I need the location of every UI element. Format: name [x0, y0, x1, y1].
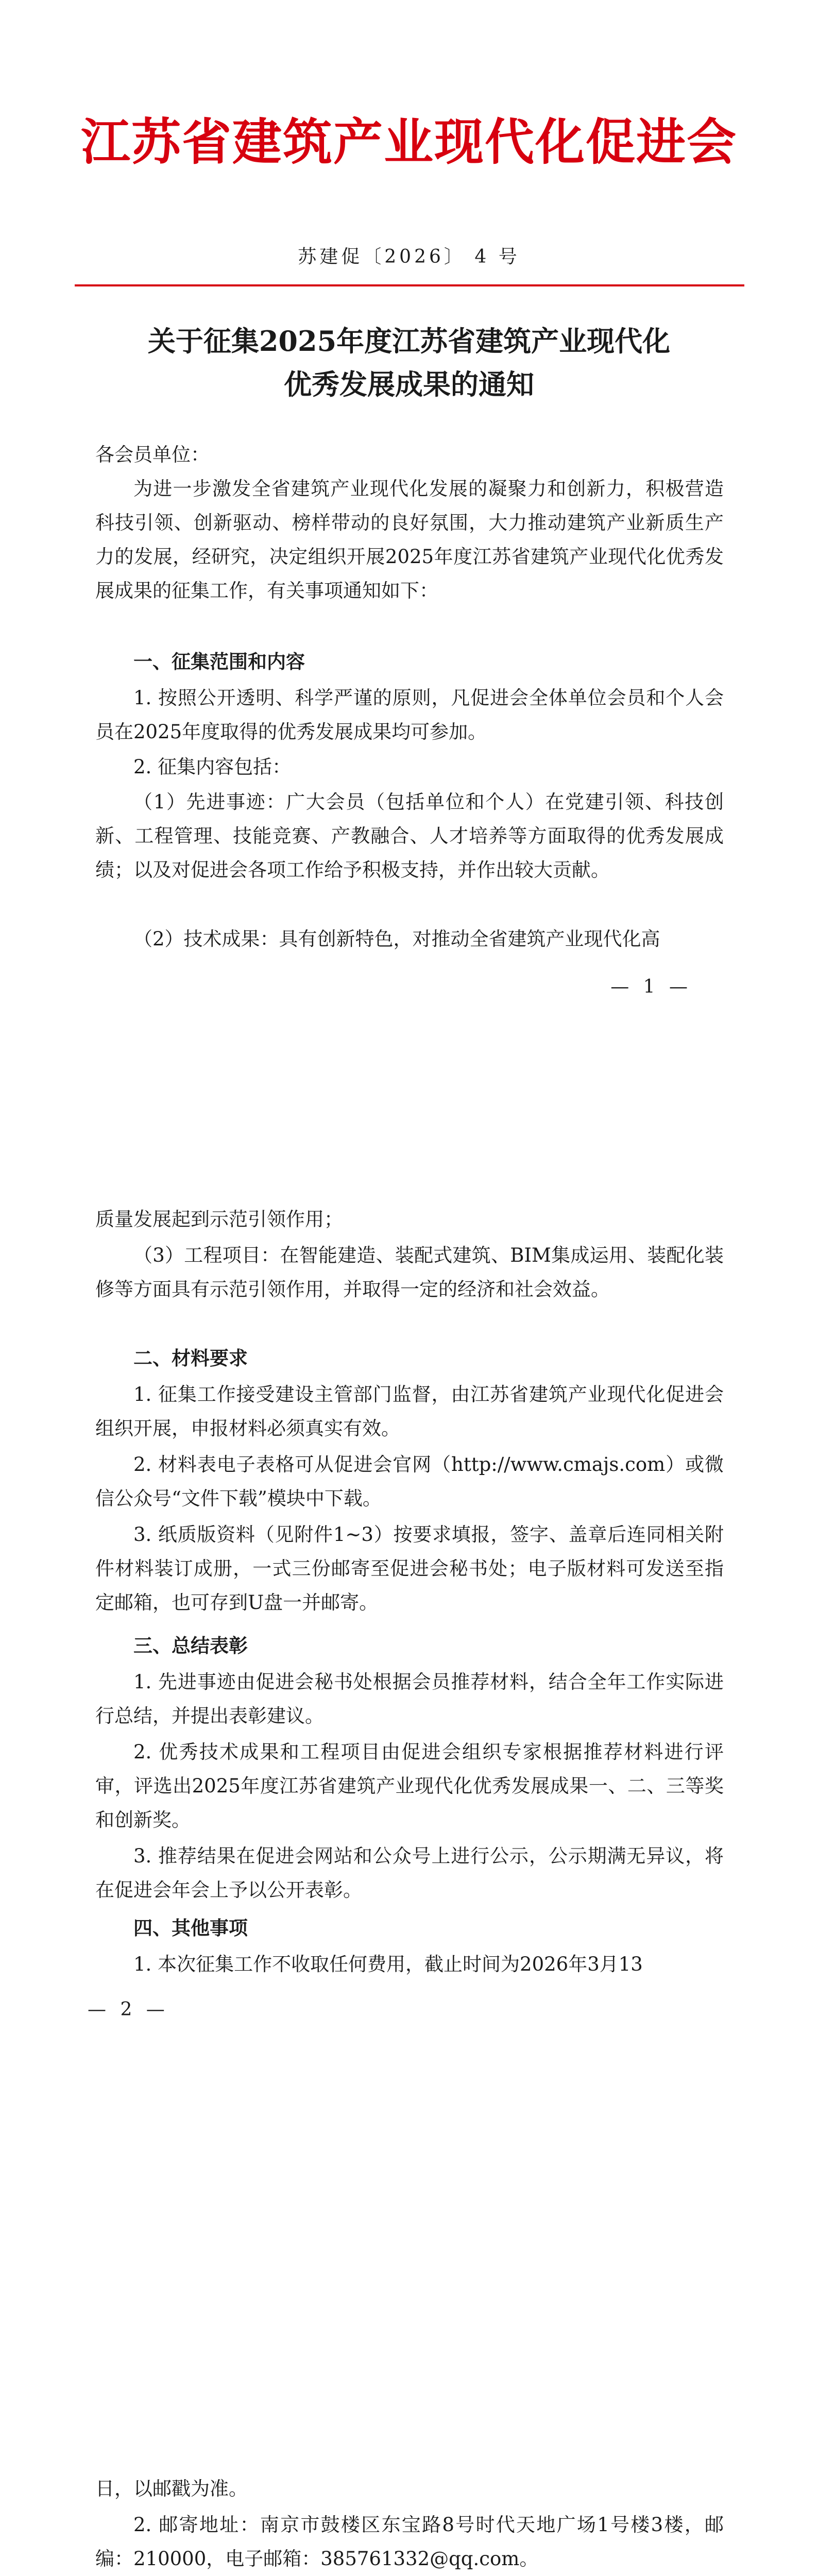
- red-divider: [75, 284, 744, 286]
- notice-title-line-2: 优秀发展成果的通知: [284, 368, 534, 401]
- notice-title: [0, 319, 818, 406]
- section-1-item-1: 1. 按照公开透明、科学严谨的原则，凡促进会全体单位会员和个人会员在2025年度取得的优秀发展成果均可参加。: [95, 687, 724, 743]
- section-1-item-2-2: （2）技术成果：具有创新特色，对推动全省建筑产业现代化高: [133, 928, 660, 950]
- section-4-heading: 四、其他事项: [133, 1917, 248, 1939]
- letterhead-title: 江苏省建筑产业现代化促进会: [81, 113, 737, 171]
- section-1-item-2-3: （3）工程项目：在智能建造、装配式建筑、BIM集成运用、装配化装修等方面具有示范引领作用，并取得一定的经济和社会效益。: [95, 1244, 724, 1300]
- page-3: [0, 2312, 818, 2576]
- page-1: [0, 0, 818, 1156]
- salutation: 各会员单位：: [95, 444, 210, 466]
- section-2-item-3: 3. 纸质版资料（见附件1~3）按要求填报，签字、盖章后连同相关附件材料装订成册，一式三份邮寄至促进会秘书处；电子版材料可发送至指定邮箱，也可存到U盘一并邮寄。: [95, 1523, 724, 1614]
- section-4-item-1: 1. 本次征集工作不收取任何费用，截止时间为2026年3月13: [133, 1953, 643, 1975]
- section-4-item-2: 2. 邮寄地址：南京市鼓楼区东宝路8号时代天地广场1号楼3楼，邮编：210000，电子邮箱：385761332@qq.com。: [95, 2514, 724, 2570]
- notice-title-line-1: 关于征集2025年度江苏省建筑产业现代化: [147, 325, 671, 358]
- intro-paragraph: 为进一步激发全省建筑产业现代化发展的凝聚力和创新力，积极营造科技引领、创新驱动、榜样带动的良好氛围，大力推动建筑产业新质生产力的发展，经研究，决定组织开展2025年度江苏省建筑产业现代化优秀发展成果的征集工作，有关事项通知如下：: [95, 478, 724, 602]
- continuation-text: 质量发展起到示范引领作用；: [95, 1208, 343, 1230]
- section-3-item-1: 1. 先进事迹由促进会秘书处根据会员推荐材料，结合全年工作实际进行总结，并提出表彰建议。: [95, 1671, 724, 1727]
- page-2: [0, 1156, 818, 2312]
- page-number-2: — 2 —: [88, 1999, 169, 2020]
- continuation-text: 日，以邮戳为准。: [95, 2478, 248, 2500]
- page-number-1: — 1 —: [610, 976, 692, 997]
- document-number: 苏建促〔2026〕 4 号: [298, 246, 520, 267]
- section-3-item-2: 2. 优秀技术成果和工程项目由促进会组织专家根据推荐材料进行评审，评选出2025年度江苏省建筑产业现代化优秀发展成果一、二、三等奖和创新奖。: [95, 1741, 724, 1831]
- section-3-heading: 三、总结表彰: [133, 1635, 248, 1657]
- section-1-item-2-1: （1）先进事迹：广大会员（包括单位和个人）在党建引领、科技创新、工程管理、技能竞赛、产教融合、人才培养等方面取得的优秀发展成绩；以及对促进会各项工作给予积极支持，并作出较大贡献。: [95, 791, 724, 881]
- section-1-item-2: 2. 征集内容包括：: [133, 756, 292, 778]
- section-1-heading: 一、征集范围和内容: [133, 651, 305, 673]
- section-3-item-3: 3. 推荐结果在促进会网站和公众号上进行公示，公示期满无异议，将在促进会年会上予以公开表彰。: [95, 1845, 724, 1901]
- section-2-heading: 二、材料要求: [133, 1347, 248, 1369]
- section-2-item-2: 2. 材料表电子表格可从促进会官网（http://www.cmajs.com）或微信公众号“文件下载”模块中下载。: [95, 1453, 724, 1510]
- section-2-item-1: 1. 征集工作接受建设主管部门监督，由江苏省建筑产业现代化促进会组织开展，申报材料必须真实有效。: [95, 1383, 724, 1439]
